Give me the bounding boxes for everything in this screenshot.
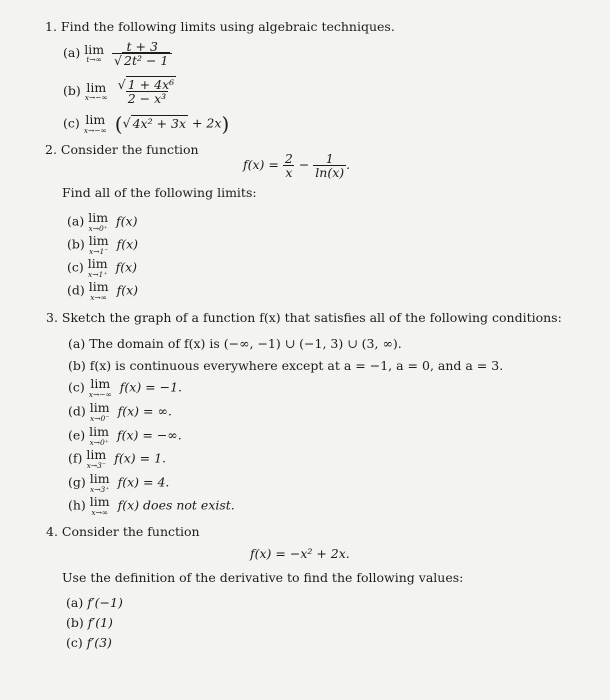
problem-3d: (d) lim x→0⁻ f(x) = ∞. <box>68 400 172 423</box>
problem-4b: (b) f′(1) <box>66 615 113 630</box>
problem-2a: (a) lim x→0⁺ f(x) <box>67 210 138 233</box>
fraction: $\frac{t + 3}{\text{√ 2t² − 1}}$ <box>112 40 172 67</box>
problem-3-heading: 3. Sketch the graph of a function f(x) that satisfies all of the following conditions: <box>46 310 562 325</box>
problem-4-heading: 4. Consider the function <box>46 524 200 539</box>
limit-operator: lim t→∞ <box>84 41 105 65</box>
problem-2-heading: 2. Consider the function <box>45 142 199 157</box>
problem-2-prompt: Consider the function <box>60 142 199 157</box>
problem-3-prompt: Sketch the graph of a function f(x) that satisfies all of the following conditions: <box>61 310 562 325</box>
problem-3g: (g) lim x→3⁺ f(x) = 4. <box>68 471 170 494</box>
problem-3e: (e) lim x→0⁺ f(x) = −∞. <box>68 424 182 447</box>
problem-2-function: f(x) = $\frac{2}{x}$ − $\frac{1}{\ln(x)}$ . <box>243 151 351 181</box>
problem-3c: (c) lim x→−∞ f(x) = −1. <box>68 376 183 399</box>
problem-4a: (a) f′(−1) <box>66 595 123 610</box>
problem-2d: (d) lim x→∞ f(x) <box>67 279 139 302</box>
problem-4-subprompt: Use the definition of the derivative to find the following values: <box>62 570 464 585</box>
problem-2b: (b) lim x→1⁻ f(x) <box>67 233 139 256</box>
limit-operator: lim x→−∞ <box>84 79 108 103</box>
fraction: $\frac{\text{√ 1 + 4x⁶}}{\text{2 − x³}}$ <box>117 77 175 107</box>
problem-1-prompt: Find the following limits using algebraic techniques. <box>60 19 395 34</box>
problem-2-subprompt: Find all of the following limits: <box>62 185 257 200</box>
problem-1c: (c) lim x→−∞ (√ 4x² + 3x + 2x) <box>63 112 230 136</box>
problem-2c: (c) lim x→1⁺ f(x) <box>67 256 138 279</box>
problem-1a: (a) lim t→∞ $\frac{t + 3}{\text{√ 2t² − 1}}$ <box>63 40 172 67</box>
problem-1b: (b) lim x→−∞ $\frac{\text{√ 1 + 4x⁶}}{\text{2 − x³}}$ <box>63 78 178 105</box>
problem-4-prompt: Consider the function <box>61 524 200 539</box>
problem-3a: (a) The domain of f(x) is (−∞, −1) ∪ (−1, 3) ∪ (3, ∞). <box>68 336 402 351</box>
problem-4c: (c) f′(3) <box>66 635 112 650</box>
limit-operator: lim x→−∞ <box>83 112 107 135</box>
problem-3h: (h) lim x→∞ f(x) does not exist. <box>68 494 235 517</box>
problem-1-heading: 1. Find the following limits using algebraic techniques. <box>45 19 395 34</box>
problem-3b: (b) f(x) is continuous everywhere except at a = −1, a = 0, and a = 3. <box>68 358 504 373</box>
problem-4-function: f(x) = −x² + 2x. <box>250 546 350 561</box>
problem-3f: (f) lim x→3⁻ f(x) = 1. <box>68 447 166 470</box>
